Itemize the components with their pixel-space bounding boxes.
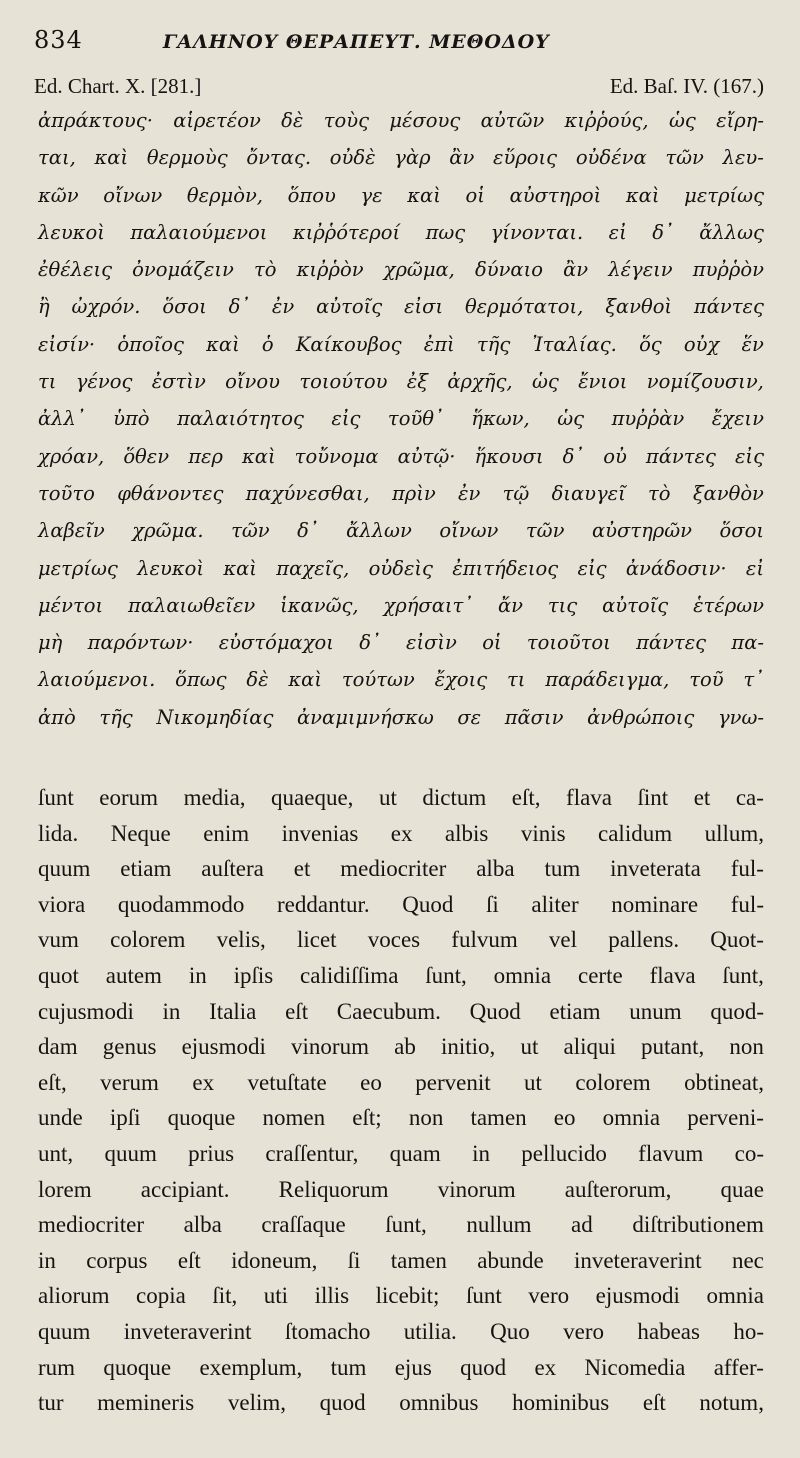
latin-text-block [38, 780, 764, 1421]
running-title: ΓΑΛΗΝΟΥ ΘΕΡΑΠΕΥΤ. ΜΕΘΟΔΟΥ [162, 31, 550, 53]
latin-text-line: eſt, verum ex vetuſtate eo pervenit ut colorem obtineat, [38, 1069, 764, 1095]
latin-text-line: quum etiam auſtera et mediocriter alba tum inveterata ful- [38, 856, 764, 882]
greek-text-line: ἐθέλεις ὀνομάζειν τὸ κιῤῥὸν χρῶμα, δύναιο ἂν λέγειν πυῤῥὸν [38, 258, 764, 282]
latin-text-line: quot autem in ipſis calidiſſima ſunt, omnia certe flava ſunt, [38, 962, 764, 988]
greek-text-line: τι γένος ἐστὶν οἴνου τοιούτου ἐξ ἀρχῆς, ὡς ἔνιοι νομίζουσιν, [38, 370, 764, 394]
latin-text-line: lorem accipiant. Reliquorum vinorum auſterorum, quae [38, 1176, 764, 1202]
latin-text-line: vum colorem velis, licet voces fulvum vel pallens. Quot- [38, 927, 764, 953]
greek-text-line: εἰσίν· ὁποῖος καὶ ὁ Καίκουβος ἐπὶ τῆς Ἰταλίας. ὅς οὐχ ἕν [38, 332, 764, 356]
latin-text-line: ſunt eorum media, quaeque, ut dictum eſt, flava ſint et ca- [38, 785, 764, 810]
greek-text-line: ἢ ὠχρόν. ὅσοι δ᾽ ἐν αὐτοῖς εἰσι θερμότατοι, ξανθοὶ πάντες [38, 295, 764, 319]
greek-text-line: λαβεῖν χρῶμα. τῶν δ᾽ ἄλλων οἴνων τῶν αὐστηρῶν ὅσοι [38, 519, 764, 543]
latin-text-line: rum quoque exemplum, tum ejus quod ex Nicomedia affer- [38, 1354, 764, 1380]
greek-text-line: ἀλλ᾽ ὑπὸ παλαιότητος εἰς τοῦθ᾽ ἥκων, ὡς πυῤῥὰν ἔχειν [38, 407, 764, 431]
greek-text-line: ἀπράκτους· αἱρετέον δὲ τοὺς μέσους αὐτῶν κιῤῥούς, ὡς εἴρη- [38, 109, 764, 132]
greek-text-line: χρόαν, ὅθεν περ καὶ τοὔνομα αὐτῷ· ἥκουσι δ᾽ οὐ πάντες εἰς [38, 444, 764, 468]
greek-text-line: ται, καὶ θερμοὺς ὄντας. οὐδὲ γὰρ ἂν εὕροις οὐδένα τῶν λευ- [38, 146, 764, 170]
latin-text-line: in corpus eſt idoneum, ſi tamen abunde inveteraverint nec [38, 1247, 764, 1273]
edition-chartier: Ed. Chart. X. [281.] [34, 74, 202, 98]
latin-text-line: tur memineris velim, quod omnibus hominibus eſt notum, [38, 1390, 764, 1416]
latin-text-line: dam genus ejusmodi vinorum ab initio, ut aliqui putant, non [38, 1034, 764, 1060]
greek-text-line: κῶν οἴνων θερμὸν, ὅπου γε καὶ οἱ αὐστηροὶ καὶ μετρίως [38, 183, 764, 207]
greek-text-line: μέντοι παλαιωθεῖεν ἱκανῶς, χρήσαιτ᾽ ἄν τις αὐτοῖς ἑτέρων [38, 593, 764, 617]
latin-text-line: unde ipſi quoque nomen eſt; non tamen eo omnia perveni- [38, 1105, 764, 1131]
latin-text-line: cujusmodi in Italia eſt Caecubum. Quod etiam unum quod- [38, 998, 764, 1024]
running-head [34, 26, 612, 66]
edition-basel: Ed. Baſ. IV. (167.) [609, 74, 764, 98]
greek-text-line: λαιούμενοι. ὅπως δὲ καὶ τούτων ἔχοις τι παράδειγμα, τοῦ τ᾽ [38, 668, 764, 692]
page-number: 834 [34, 26, 83, 54]
latin-text-line: viora quodammodo reddantur. Quod ſi aliter nominare ful- [38, 891, 764, 917]
greek-text-line: μὴ παρόντων· εὐστόμαχοι δ᾽ εἰσὶν οἱ τοιοῦτοι πάντες πα- [38, 631, 764, 655]
greek-text-line: μετρίως λευκοὶ καὶ παχεῖς, οὐδεὶς ἐπιτήδειος εἰς ἀνάδοσιν· εἰ [38, 556, 764, 580]
latin-text-line: mediocriter alba craſſaque ſunt, nullum ad diſtributionem [38, 1212, 764, 1238]
latin-text-line: quum inveteraverint ſtomacho utilia. Quo vero habeas ho- [38, 1318, 764, 1344]
latin-text-line: aliorum copia ſit, uti illis licebit; ſunt vero ejusmodi omnia [38, 1283, 764, 1309]
latin-text-line: lida. Neque enim invenias ex albis vinis calidum ullum, [38, 820, 764, 846]
edition-references [34, 74, 764, 99]
greek-text-line: λευκοὶ παλαιούμενοι κιῤῥότεροί πως γίνονται. εἰ δ᾽ ἄλλως [38, 220, 764, 244]
greek-text-block [38, 102, 764, 736]
greek-text-line: τοῦτο φθάνοντες παχύνεσθαι, πρὶν ἐν τῷ διαυγεῖ τὸ ξανθὸν [38, 481, 764, 505]
greek-text-line: ἀπὸ τῆς Νικομηδίας ἀναμιμνήσκω σε πᾶσιν ἀνθρώποις γνω- [38, 705, 764, 729]
latin-text-line: unt, quum prius craſſentur, quam in pellucido flavum co- [38, 1140, 764, 1166]
